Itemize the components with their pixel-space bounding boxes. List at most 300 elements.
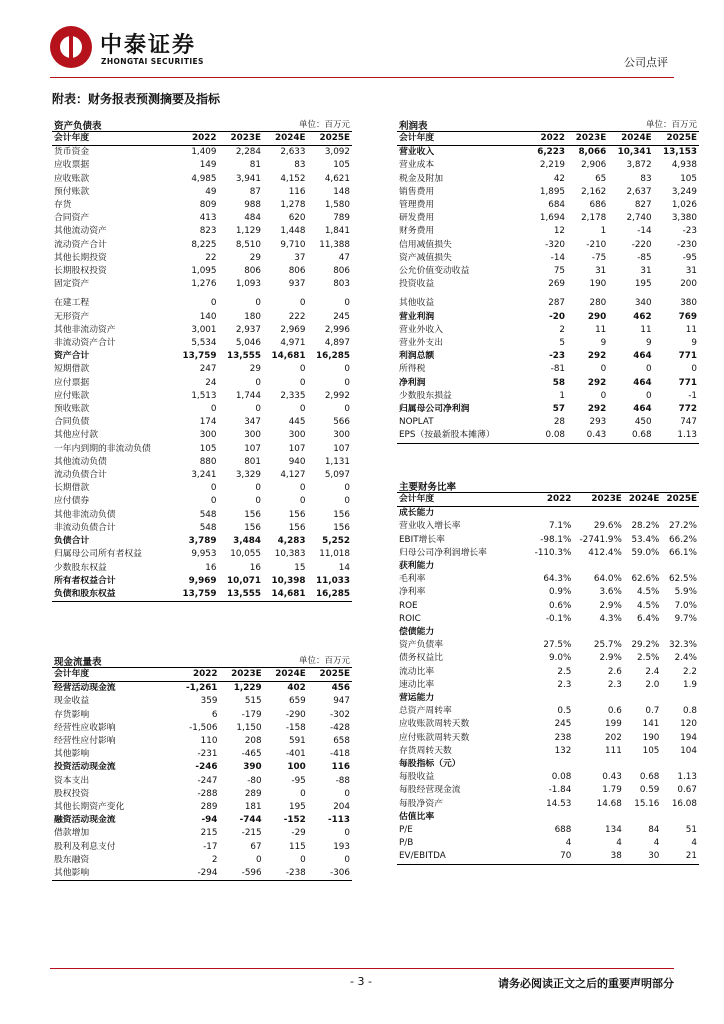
cell-value: 0 [210, 483, 217, 494]
cell-value: 947 [333, 696, 350, 707]
cell-value: 464 [633, 404, 652, 415]
cell-value: 0.08 [529, 429, 567, 443]
table-row [397, 534, 699, 547]
row-label: 营业成本 [399, 160, 435, 171]
cell-value: -238 [264, 867, 308, 881]
table-row [52, 761, 352, 774]
table-row [52, 827, 352, 840]
table-row [52, 173, 352, 186]
footer-divider [50, 968, 674, 969]
column-header-year: 2022 [529, 493, 573, 507]
cell-value: 1,580 [324, 200, 350, 211]
row-label: 资产减值损失 [399, 252, 452, 263]
row-label: 预付账款 [54, 186, 90, 197]
cell-value [624, 626, 662, 639]
header-divider [50, 77, 674, 78]
cell-value: 81 [249, 160, 261, 171]
cell-value: 70 [529, 850, 573, 864]
cell-value: 806 [333, 266, 350, 277]
cell-value: -428 [330, 722, 350, 733]
cell-value: 2.0 [645, 679, 660, 690]
cell-value: 1,093 [235, 279, 261, 290]
row-label: 其他应付款 [54, 430, 98, 441]
row-label: 净利率 [399, 587, 426, 598]
table-row [52, 695, 352, 708]
table-row [397, 824, 699, 837]
cell-value: 464 [633, 351, 652, 362]
cell-value: -230 [677, 239, 697, 250]
cell-value: 174 [199, 417, 217, 428]
row-label: 在建工程 [54, 298, 90, 309]
cell-value: 293 [589, 417, 607, 428]
table-row [52, 775, 352, 788]
cell-value: 199 [605, 719, 622, 730]
cell-value: 0.7 [645, 706, 660, 717]
column-header-year: 2024E [263, 132, 308, 146]
table-row [397, 613, 699, 626]
cell-value: -596 [219, 867, 263, 881]
row-label: 所有者权益合计 [54, 575, 116, 586]
cell-value: 1,278 [280, 200, 306, 211]
cell-value: 156 [288, 522, 306, 533]
cell-value: 484 [244, 213, 261, 224]
cell-value: 4,971 [280, 338, 306, 349]
cell-value: 140 [199, 311, 217, 322]
cell-value: 0 [344, 364, 350, 375]
row-label: 合同资产 [54, 213, 90, 224]
cell-value: 4,152 [280, 173, 306, 184]
cell-value: 15.16 [634, 798, 660, 809]
row-label: 资本支出 [54, 775, 90, 786]
cell-value: 5,046 [235, 338, 261, 349]
table-row [52, 212, 352, 225]
table-row [397, 732, 699, 745]
cell-value: -17 [203, 841, 218, 852]
cell-value: 684 [548, 200, 566, 211]
cell-value: 190 [642, 732, 660, 743]
cell-value: 2.9% [599, 600, 622, 611]
cell-value: 156 [288, 509, 306, 520]
cell-value [661, 560, 699, 573]
row-label: 其他非流动负债 [54, 509, 116, 520]
cell-value: 0.08 [551, 772, 572, 783]
cell-value: 110 [200, 736, 218, 747]
cell-value [573, 560, 623, 573]
cell-value: 1,841 [324, 226, 350, 237]
table-header-row [52, 132, 352, 146]
cell-value: 67 [250, 841, 262, 852]
table-row [52, 469, 352, 482]
cell-value: 1,131 [324, 456, 350, 467]
table-row [52, 363, 352, 376]
cell-value: 0 [299, 377, 306, 388]
cell-value: 194 [680, 732, 697, 743]
cell-value: 803 [333, 279, 350, 290]
cell-value: 116 [288, 186, 306, 197]
cell-value: 29 [249, 364, 261, 375]
cell-value [624, 758, 662, 771]
cell-value: -152 [283, 815, 306, 826]
column-header-year: 2022 [529, 132, 567, 146]
cell-value [529, 811, 573, 824]
cell-value [624, 507, 662, 521]
row-label: 归属母公司净利润 [399, 404, 470, 415]
column-header-year: 2023E [219, 668, 263, 682]
cell-value: 827 [634, 200, 652, 211]
disclaimer-text: 请务必阅读正文之后的重要声明部分 [498, 977, 674, 990]
cell-value: 3,249 [671, 186, 697, 197]
table-row [397, 225, 699, 238]
cell-value: 11,033 [316, 575, 350, 586]
cell-value: 464 [633, 377, 652, 388]
cell-value: 10,055 [230, 549, 261, 560]
table-row [52, 225, 352, 238]
row-label: 股权投资 [54, 788, 90, 799]
cell-value: 62.5% [669, 574, 697, 585]
cell-value: 247 [199, 364, 217, 375]
cell-value: 27.2% [669, 521, 697, 532]
table-row [397, 705, 699, 718]
cell-value: 0 [299, 404, 306, 415]
row-label: 税金及附加 [399, 173, 443, 184]
cell-value: 402 [287, 683, 306, 694]
cell-value: 38 [573, 850, 623, 864]
cell-value: 7.1% [549, 521, 572, 532]
table-row [52, 239, 352, 252]
cell-value: -179 [241, 709, 262, 720]
cell-value: 193 [333, 841, 350, 852]
cell-value: 8,510 [235, 239, 261, 250]
cell-value: 10,398 [271, 575, 306, 586]
row-label: 毛利率 [399, 574, 426, 585]
cell-value [529, 758, 573, 771]
cell-value: 4 [691, 838, 697, 849]
cell-value: 116 [331, 762, 350, 773]
row-label: 无形资产 [54, 311, 90, 322]
cell-value: 1 [600, 226, 607, 237]
balance-sheet-unit: 单位：百万元 [298, 120, 350, 130]
balance-sheet-panel [52, 117, 352, 602]
table-row [52, 350, 352, 363]
column-header-year: 2022 [174, 132, 219, 146]
cell-value: 87 [249, 186, 261, 197]
cell-value [661, 758, 699, 771]
cell-value: 0 [255, 404, 261, 415]
cell-value: 28.2% [631, 521, 660, 532]
row-label: 应付票据 [54, 377, 90, 388]
cell-value: 204 [333, 802, 350, 813]
table-row [397, 560, 699, 573]
cell-value: 0 [646, 364, 652, 375]
cell-value: 0.68 [608, 429, 653, 443]
row-label: 固定资产 [54, 279, 90, 290]
cell-value: -231 [197, 749, 218, 760]
cell-value: 771 [678, 351, 697, 362]
cell-value: 238 [554, 732, 572, 743]
cell-value: 195 [634, 279, 652, 290]
table-row [52, 735, 352, 748]
income-statement-panel [397, 117, 699, 444]
cell-value: 548 [199, 522, 217, 533]
row-label: 流动负债合计 [54, 470, 107, 481]
cell-value: 29.6% [593, 521, 622, 532]
cell-value: 13,759 [174, 588, 219, 602]
row-label: 归母公司净利润增长率 [399, 547, 487, 558]
cell-value: 4 [565, 838, 572, 849]
cell-value: 4.5% [637, 587, 660, 598]
cell-value: 190 [589, 279, 607, 290]
cell-value: 0 [255, 298, 261, 309]
cell-value: 1,744 [235, 390, 261, 401]
column-header-label: 会计年度 [397, 493, 529, 507]
cell-value: 25.7% [593, 640, 622, 651]
cell-value: 202 [605, 732, 622, 743]
cell-value: 200 [680, 279, 697, 290]
cell-value: 5,252 [322, 536, 350, 547]
cash-flow-panel [52, 653, 352, 881]
table-row [397, 837, 699, 850]
column-header-year: 2024E [608, 132, 653, 146]
cell-value: 3,941 [235, 173, 261, 184]
row-label: 一年内到期的非流动负债 [54, 443, 151, 454]
cell-value: 222 [288, 311, 306, 322]
column-header-label: 会计年度 [52, 132, 174, 146]
row-label: 短期借款 [54, 364, 90, 375]
table-header-row [397, 132, 699, 146]
cell-value: 806 [244, 266, 261, 277]
row-label: 营业利润 [399, 311, 435, 322]
cell-value: -246 [195, 762, 218, 773]
cell-value: 658 [333, 736, 350, 747]
cell-value: 9 [691, 338, 697, 349]
cell-value: 28 [553, 417, 566, 428]
row-label: 合同负债 [54, 417, 90, 428]
row-label: 营运能力 [399, 693, 435, 704]
cell-value: 0 [344, 828, 350, 839]
cell-value: 105 [333, 160, 350, 171]
cell-value: 1,129 [235, 226, 261, 237]
row-label: 存货 [54, 200, 72, 211]
cell-value: 16 [205, 562, 217, 573]
row-label: 非流动资产合计 [54, 338, 116, 349]
cell-value: 11 [685, 324, 697, 335]
cell-value: 0 [600, 390, 607, 401]
cell-value: 0 [210, 404, 217, 415]
cell-value: 245 [554, 719, 572, 730]
cell-value: -95 [682, 252, 697, 263]
cell-value: 83 [640, 173, 652, 184]
cell-value: 9.7% [674, 613, 697, 624]
cell-value: 2.4 [645, 666, 660, 677]
cell-value: 2,906 [581, 160, 607, 171]
cell-value: 0 [299, 483, 306, 494]
cell-value: 290 [587, 311, 607, 322]
row-label: 每股收益 [399, 772, 435, 783]
table-row [52, 482, 352, 495]
row-label: 股东融资 [54, 854, 90, 865]
cell-value: -110.3% [534, 547, 572, 558]
cell-value: 148 [333, 186, 350, 197]
table-row [52, 854, 352, 867]
row-label: P/B [399, 838, 414, 849]
table-row [52, 535, 352, 548]
row-label: EPS（按最新股本摊薄） [397, 429, 529, 443]
table-row [52, 456, 352, 469]
cell-value [529, 692, 573, 705]
page-number: - 3 - [350, 975, 372, 988]
row-label: 研发费用 [399, 213, 435, 224]
table-row [397, 265, 699, 278]
cell-value: 208 [244, 736, 262, 747]
cell-value: 5 [559, 338, 566, 349]
table-row [397, 784, 699, 797]
table-row [397, 639, 699, 652]
cell-value: 65 [595, 173, 607, 184]
cell-value: 57 [552, 404, 566, 415]
table-row [52, 429, 352, 442]
cell-value: 340 [634, 298, 652, 309]
row-label: 存货周转天数 [399, 745, 452, 756]
cell-value: 11 [640, 324, 652, 335]
cell-value: 180 [244, 311, 261, 322]
table-row [52, 403, 352, 416]
cash-flow-table [52, 668, 352, 881]
cell-value: 0 [299, 496, 306, 507]
cell-value: 2.5% [637, 653, 660, 664]
cell-value: 6 [211, 709, 218, 720]
ratios-title: 主要财务比率 [399, 482, 457, 493]
row-label: 所得税 [399, 364, 426, 375]
cell-value: 462 [633, 311, 652, 322]
table-row [397, 811, 699, 824]
cell-value: 53.4% [631, 534, 660, 545]
table-row [52, 159, 352, 172]
table-row [52, 788, 352, 801]
cell-value: 2.3 [557, 679, 572, 690]
cash-flow-title: 现金流量表 [54, 657, 102, 668]
cell-value [573, 507, 623, 521]
cell-value: 2,996 [324, 324, 350, 335]
cell-value: 1,448 [280, 226, 306, 237]
row-label: 应付债券 [54, 496, 90, 507]
report-type-label: 公司点评 [624, 56, 668, 69]
cell-value: -23 [682, 226, 697, 237]
cell-value: -418 [330, 749, 350, 760]
cell-value: 156 [333, 522, 350, 533]
cell-value: 0 [300, 854, 306, 865]
cell-value: 1 [559, 390, 566, 401]
cell-value: 12 [553, 226, 566, 237]
cell-value: 1,150 [236, 722, 262, 733]
cell-value: 2,178 [581, 213, 607, 224]
cell-value: 16.08 [671, 798, 697, 809]
table-row [52, 311, 352, 324]
cell-value: 8,225 [191, 239, 217, 250]
row-label: 流动资产合计 [54, 239, 107, 250]
cell-value: 132 [554, 745, 572, 756]
row-label: 净利润 [399, 377, 426, 388]
row-label: 非流动负债合计 [54, 522, 116, 533]
cell-value: 412.4% [588, 547, 622, 558]
cell-value: 4,621 [324, 173, 350, 184]
cell-value: 13,555 [227, 351, 261, 362]
cell-value: 11 [595, 324, 607, 335]
cell-value: 0.6 [607, 706, 622, 717]
cell-value: 32.3% [669, 640, 697, 651]
row-label: 每股净资产 [399, 798, 443, 809]
cell-value: 21 [661, 850, 699, 864]
cell-value: 75 [553, 266, 566, 277]
cell-value: -14 [550, 252, 566, 263]
cell-value: 100 [287, 762, 306, 773]
column-header-year: 2024E [624, 493, 662, 507]
income-statement-header [397, 117, 699, 132]
table-row [397, 186, 699, 199]
cell-value: 566 [333, 417, 350, 428]
table-row [52, 522, 352, 535]
table-row [397, 363, 699, 376]
cash-flow-unit: 单位：百万元 [298, 656, 350, 666]
cell-value: 0 [255, 496, 261, 507]
table-row [52, 278, 352, 291]
cell-value: 14 [338, 562, 350, 573]
cell-value: 120 [680, 719, 697, 730]
cell-value: -306 [308, 867, 352, 881]
cell-value: 105 [680, 173, 697, 184]
cell-value: -85 [637, 252, 652, 263]
cell-value [529, 626, 573, 639]
column-header-year: 2025E [661, 493, 699, 507]
appendix-title: 附表：财务报表预测摘要及指标 [52, 92, 221, 106]
table-row [52, 377, 352, 390]
column-header-year: 2025E [654, 132, 699, 146]
row-label: EBIT增长率 [399, 534, 445, 545]
cell-value: 14,681 [263, 588, 308, 602]
cell-value: 31 [640, 266, 652, 277]
cell-value: 0 [344, 298, 350, 309]
table-row [397, 146, 699, 160]
cell-value: 940 [288, 456, 306, 467]
row-label: 预收账款 [54, 404, 90, 415]
cell-value: 1.13 [654, 429, 699, 443]
cell-value: 1.9 [683, 679, 697, 690]
table-row [397, 212, 699, 225]
cell-value: 62.6% [631, 574, 660, 585]
cell-value: 287 [548, 298, 566, 309]
cell-value: 2 [559, 324, 566, 335]
cell-value: 30 [624, 850, 662, 864]
cell-value: 2.9% [599, 653, 622, 664]
brand-name-cn: 中泰证券 [100, 33, 197, 58]
cell-value: 0.9% [549, 587, 572, 598]
row-label: 少数股东权益 [54, 562, 107, 573]
cell-value: 107 [244, 443, 261, 454]
cell-value: -290 [285, 709, 306, 720]
cell-value: 4.3% [599, 613, 622, 624]
column-header-year: 2025E [308, 132, 353, 146]
table-row [52, 814, 352, 827]
cell-value: 0.68 [639, 772, 660, 783]
table-row [397, 718, 699, 731]
cell-value: 29 [249, 252, 261, 263]
income-statement-table [397, 132, 699, 444]
cell-value: 14.68 [596, 798, 622, 809]
cell-value: 620 [288, 213, 306, 224]
row-label: 资产合计 [54, 351, 90, 362]
cell-value: 134 [605, 825, 622, 836]
row-label: ROE [399, 600, 418, 611]
row-label: 经营活动现金流 [54, 683, 116, 694]
